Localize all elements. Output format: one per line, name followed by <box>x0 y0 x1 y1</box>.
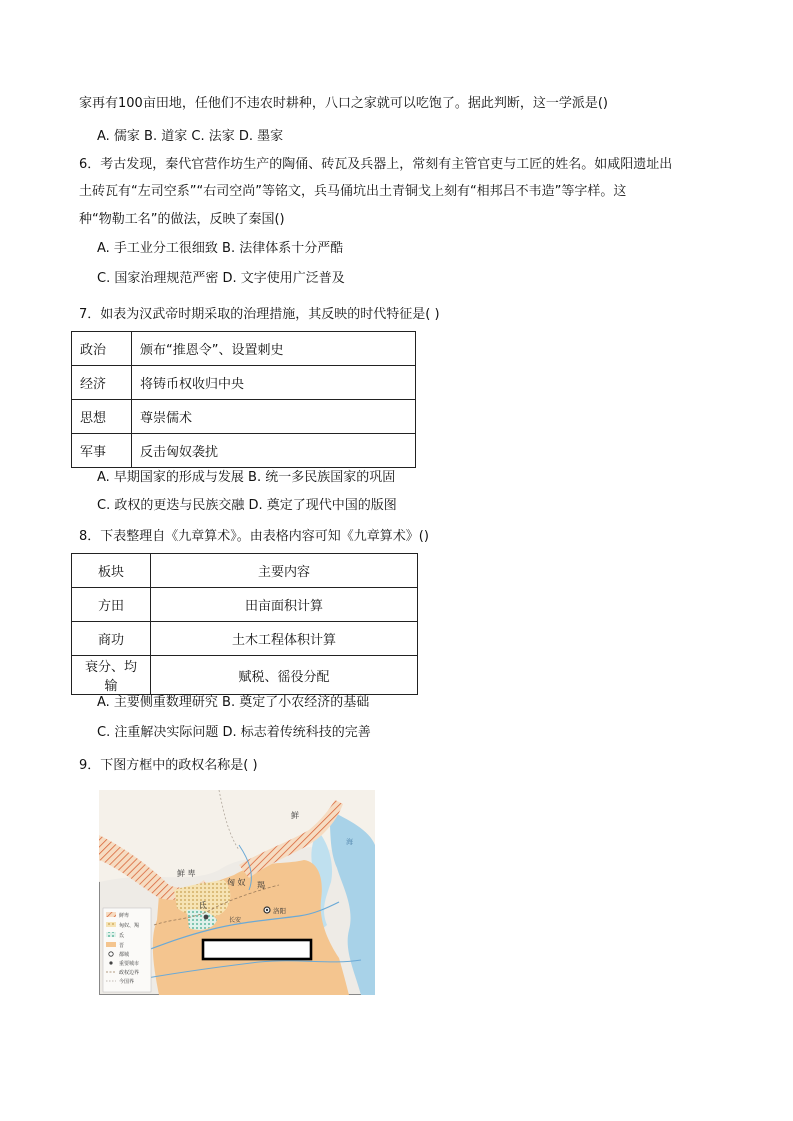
map-legend <box>103 908 151 992</box>
label-xianbei-west: 鲜 卑 <box>177 869 196 878</box>
q6-stem-line1: 6．考古发现，秦代官营作坊生产的陶俑、砖瓦及兵器上，常刻有主管官吏与工匠的姓名。如咸阳遗址出 <box>79 157 673 172</box>
q7-options-cd: C. 政权的更迭与民族交融 D. 奠定了现代中国的版图 <box>97 498 397 513</box>
table-row <box>72 400 416 434</box>
table-cell: 颁布“推恩令”、设置刺史 <box>132 332 416 366</box>
legend-city: 重要城市 <box>119 961 140 967</box>
table-cell: 军事 <box>72 434 132 468</box>
q7-stem: 7．如表为汉武帝时期采取的治理措施，其反映的时代特征是( ) <box>79 307 440 322</box>
label-sea: 海 <box>346 838 353 846</box>
q6-options-cd: C. 国家治理规范严密 D. 文字使用广泛普及 <box>97 271 345 286</box>
table-cell: 赋税、徭役分配 <box>151 656 418 695</box>
table-cell: 将铸币权收归中央 <box>132 366 416 400</box>
table-row <box>72 366 416 400</box>
table-cell: 商功 <box>72 622 151 656</box>
q6-options-ab: A. 手工业分工很细致 B. 法律体系十分严酷 <box>97 241 344 256</box>
label-xianbei-north: 鲜 <box>291 811 299 820</box>
answer-box <box>203 940 311 959</box>
q8-table <box>71 553 418 695</box>
label-changan: 长安 <box>229 917 242 924</box>
q8-options-ab: A. 主要侧重数理研究 B. 奠定了小农经济的基础 <box>97 695 370 710</box>
q7-options-ab: A. 早期国家的形成与发展 B. 统一多民族国家的巩固 <box>97 470 396 485</box>
q6-stem-line2: 土砖瓦有“左司空系”“右司空尚”等铭文，兵马俑坑出土青铜戈上刻有“相邦吕不韦造”等字样。这 <box>79 184 627 199</box>
q8-options-cd: C. 注重解决实际问题 D. 标志着传统科技的完善 <box>97 725 371 740</box>
legend-xiongnu-jie: 匈奴、羯 <box>119 923 140 929</box>
table-cell: 尊崇儒术 <box>132 400 416 434</box>
q9-stem: 9．下图方框中的政权名称是( ) <box>79 758 258 773</box>
table-cell: 田亩面积计算 <box>151 588 418 622</box>
legend-capital: 都城 <box>119 952 130 958</box>
label-di: 氐 <box>199 901 207 910</box>
historical-map <box>99 790 375 995</box>
q7-table <box>71 331 416 468</box>
label-xiongnu: 匈 奴 <box>227 878 246 887</box>
q5-options: A. 儒家 B. 道家 C. 法家 D. 墨家 <box>97 129 284 144</box>
legend-xianbei: 鲜卑 <box>119 913 130 919</box>
legend-modern-border: 今国界 <box>119 979 135 985</box>
table-cell: 政治 <box>72 332 132 366</box>
label-jie: 羯 <box>257 881 265 890</box>
table-header-row <box>72 554 418 588</box>
table-cell: 反击匈奴袭扰 <box>132 434 416 468</box>
label-luoyang: 洛阳 <box>273 907 286 915</box>
table-row <box>72 622 418 656</box>
table-cell: 方田 <box>72 588 151 622</box>
q5-stem-continuation: 家再有100亩田地，任他们不违农时耕种，八口之家就可以吃饱了。据此判断，这一学派是() <box>79 96 608 111</box>
legend-jin: 晋 <box>119 943 125 949</box>
q6-stem-line3: 种“物勒工名”的做法，反映了秦国() <box>79 212 285 227</box>
table-cell: 土木工程体积计算 <box>151 622 418 656</box>
table-row <box>72 434 416 468</box>
table-row <box>72 588 418 622</box>
legend-regime-border: 政权边界 <box>119 970 140 976</box>
table-row <box>72 332 416 366</box>
table-cell: 经济 <box>72 366 132 400</box>
table-cell: 思想 <box>72 400 132 434</box>
q8-stem: 8．下表整理自《九章算术》。由表格内容可知《九章算术》() <box>79 529 429 544</box>
legend-di: 氐 <box>119 933 125 939</box>
table-row <box>72 656 418 695</box>
changan-marker <box>204 915 209 920</box>
table-header-cell: 板块 <box>72 554 151 588</box>
table-header-cell: 主要内容 <box>151 554 418 588</box>
table-cell: 衰分、均输 <box>72 656 151 695</box>
